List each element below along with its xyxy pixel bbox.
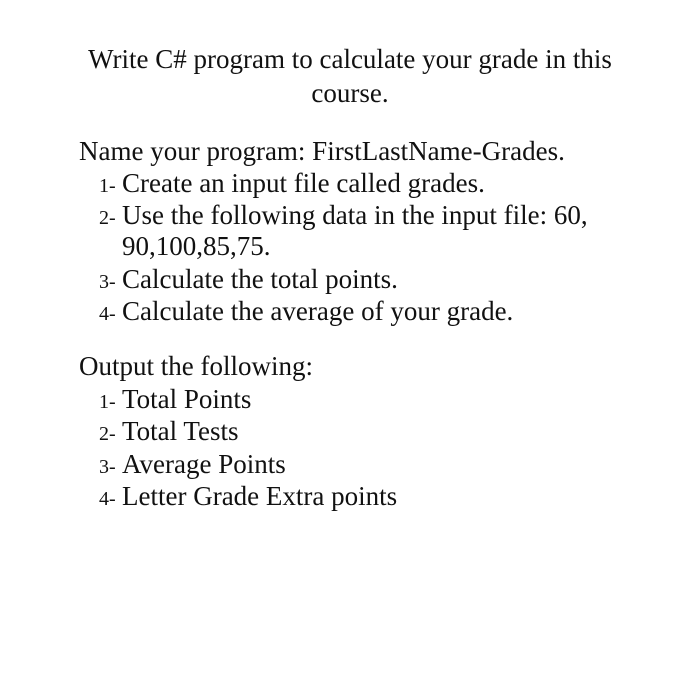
step-text: Calculate the average of your grade.	[122, 296, 514, 326]
output-number: 4-	[99, 488, 116, 510]
step-item	[99, 167, 485, 202]
step-continuation: 90,100,85,75.	[122, 231, 271, 261]
step-number: 2-	[99, 207, 116, 229]
title-line-1: Write C# program to calculate your grade in this	[88, 44, 612, 74]
title-line-2: course.	[311, 78, 389, 108]
program-name-instruction: Name your program: FirstLastName-Grades.	[79, 136, 565, 166]
step-number: 4-	[99, 303, 116, 325]
output-item	[99, 383, 251, 418]
output-item	[99, 415, 238, 450]
step-text: Calculate the total points.	[122, 264, 398, 294]
output-number: 3-	[99, 456, 116, 478]
step-item	[99, 199, 588, 234]
step-number: 1-	[99, 175, 116, 197]
output-heading: Output the following:	[79, 351, 313, 381]
output-number: 2-	[99, 423, 116, 445]
output-number: 1-	[99, 391, 116, 413]
output-item	[99, 448, 286, 483]
step-text: Create an input file called grades.	[122, 168, 485, 198]
output-text: Average Points	[122, 449, 286, 479]
output-text: Letter Grade Extra points	[122, 481, 398, 511]
output-text: Total Points	[122, 384, 252, 414]
step-item	[99, 295, 513, 330]
output-item	[99, 480, 397, 515]
step-text: Use the following data in the input file: 60,	[122, 200, 588, 230]
output-text: Total Tests	[122, 416, 239, 446]
step-number: 3-	[99, 271, 116, 293]
step-item	[99, 263, 398, 298]
